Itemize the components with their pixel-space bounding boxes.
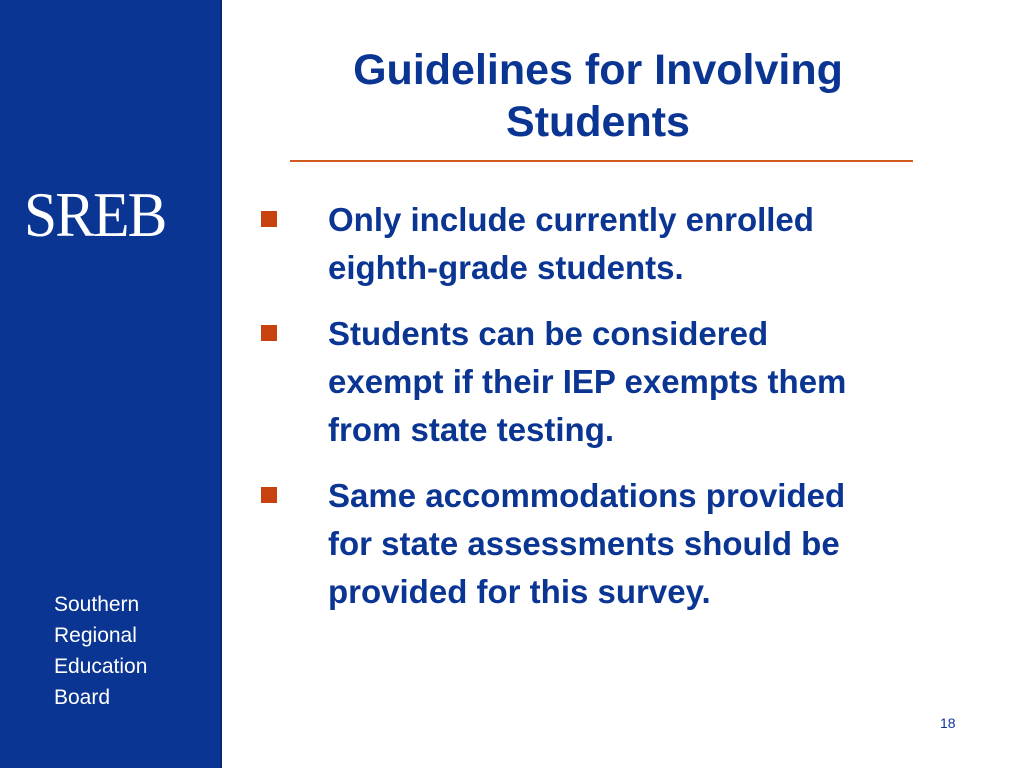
sreb-logo: SREB (24, 179, 166, 250)
square-bullet-icon (261, 325, 277, 341)
bullet-text-line: Same accommodations provided (328, 477, 846, 514)
square-bullet-icon (261, 487, 277, 503)
bullet-text-line: for state assessments should be (328, 525, 840, 562)
bullet-item (258, 472, 978, 616)
slide-title (280, 44, 916, 148)
bullet-text-line: provided for this survey. (328, 573, 711, 610)
org-name-line: Southern (54, 593, 140, 616)
org-name-line: Education (54, 655, 148, 678)
bullet-item (258, 310, 978, 454)
sidebar (0, 0, 222, 768)
square-bullet-icon (261, 211, 277, 227)
bullet-text-line: from state testing. (328, 411, 615, 448)
bullet-item (258, 196, 978, 292)
organization-name (54, 589, 214, 713)
bullet-text-line: eighth-grade students. (328, 249, 684, 286)
title-line-1: Guidelines for Involving (353, 46, 843, 94)
org-name-line: Regional (54, 624, 137, 647)
bullet-text-line: Only include currently enrolled (328, 201, 814, 238)
org-name-line: Board (54, 686, 111, 709)
page-number: 18 (940, 715, 956, 731)
bullet-text-line: Students can be considered (328, 315, 769, 352)
bullet-text-line: exempt if their IEP exempts them (328, 363, 847, 400)
title-line-2: Students (506, 98, 690, 146)
title-divider (290, 160, 913, 162)
bullet-list (258, 196, 978, 634)
